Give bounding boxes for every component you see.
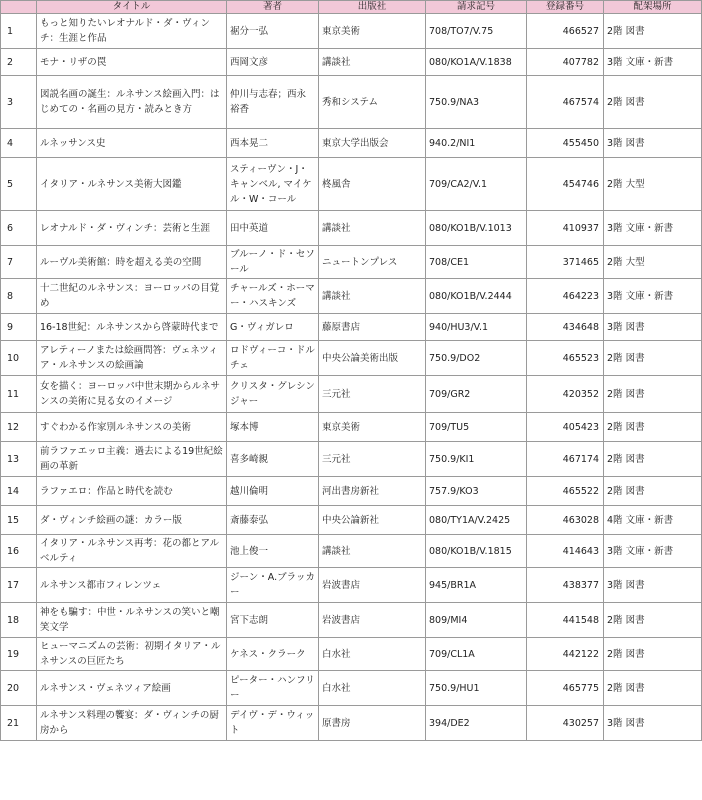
cell-location: 3階 図書 [604, 129, 702, 158]
cell-no: 5 [1, 158, 37, 211]
cell-no: 15 [1, 506, 37, 535]
cell-title: 16-18世紀：ルネサンスから啓蒙時代まで [37, 314, 227, 341]
cell-title: 神をも騙す：中世・ルネサンスの笑いと嘲笑文学 [37, 603, 227, 638]
cell-no: 21 [1, 706, 37, 741]
header-author: 著者 [227, 1, 319, 14]
cell-no: 8 [1, 279, 37, 314]
cell-publisher: 東京美術 [319, 14, 426, 49]
table-row [1, 603, 702, 638]
cell-publisher: 講談社 [319, 49, 426, 76]
cell-registration-number: 438377 [527, 568, 604, 603]
cell-registration-number: 464223 [527, 279, 604, 314]
cell-registration-number: 465775 [527, 671, 604, 706]
cell-location: 2階 図書 [604, 442, 702, 477]
cell-location: 2階 図書 [604, 413, 702, 442]
cell-call-number: 080/KO1A/V.1838 [426, 49, 527, 76]
table-row [1, 279, 702, 314]
cell-author: ジーン・A.ブラッカー [227, 568, 319, 603]
cell-publisher: 講談社 [319, 535, 426, 568]
cell-title: ダ・ヴィンチ絵画の謎：カラー版 [37, 506, 227, 535]
table-row [1, 706, 702, 741]
cell-no: 4 [1, 129, 37, 158]
cell-author: 仲川与志春；西永裕香 [227, 76, 319, 129]
table-row [1, 506, 702, 535]
cell-title: すぐわかる作家別ルネサンスの美術 [37, 413, 227, 442]
table-row [1, 246, 702, 279]
cell-publisher: 中央公論新社 [319, 506, 426, 535]
table-row [1, 314, 702, 341]
cell-location: 3階 文庫・新書 [604, 279, 702, 314]
cell-call-number: 709/CL1A [426, 638, 527, 671]
cell-registration-number: 410937 [527, 211, 604, 246]
cell-call-number: 080/KO1B/V.2444 [426, 279, 527, 314]
cell-call-number: 708/CE1 [426, 246, 527, 279]
cell-author: チャールズ・ホーマー・ハスキンズ [227, 279, 319, 314]
cell-author: クリスタ・グレシンジャー [227, 376, 319, 413]
cell-title: ルネサンス・ヴェネツィア絵画 [37, 671, 227, 706]
cell-no: 18 [1, 603, 37, 638]
cell-call-number: 750.9/KI1 [426, 442, 527, 477]
cell-author: 喜多崎親 [227, 442, 319, 477]
header-publisher: 出版社 [319, 1, 426, 14]
cell-location: 2階 大型 [604, 158, 702, 211]
cell-publisher: 柊風舎 [319, 158, 426, 211]
cell-registration-number: 430257 [527, 706, 604, 741]
cell-no: 3 [1, 76, 37, 129]
cell-publisher: 河出書房新社 [319, 477, 426, 506]
cell-title: ラファエロ：作品と時代を読む [37, 477, 227, 506]
cell-no: 14 [1, 477, 37, 506]
cell-location: 2階 図書 [604, 376, 702, 413]
cell-call-number: 757.9/KO3 [426, 477, 527, 506]
cell-author: 宮下志朗 [227, 603, 319, 638]
table-row [1, 568, 702, 603]
cell-call-number: 080/KO1B/V.1013 [426, 211, 527, 246]
header-no [1, 1, 37, 14]
table-row [1, 341, 702, 376]
cell-no: 1 [1, 14, 37, 49]
cell-no: 2 [1, 49, 37, 76]
cell-location: 2階 図書 [604, 671, 702, 706]
cell-publisher: 中央公論美術出版 [319, 341, 426, 376]
cell-publisher: ニュートンプレス [319, 246, 426, 279]
cell-author: 塚本博 [227, 413, 319, 442]
cell-call-number: 709/GR2 [426, 376, 527, 413]
table-row [1, 638, 702, 671]
cell-no: 12 [1, 413, 37, 442]
header-title: タイトル [37, 1, 227, 14]
cell-no: 9 [1, 314, 37, 341]
cell-title: 図説名画の誕生：ルネサンス絵画入門：はじめての・名画の見方・読みとき方 [37, 76, 227, 129]
table-row [1, 413, 702, 442]
cell-publisher: 東京美術 [319, 413, 426, 442]
cell-registration-number: 407782 [527, 49, 604, 76]
cell-call-number: 940/HU3/V.1 [426, 314, 527, 341]
cell-call-number: 080/TY1A/V.2425 [426, 506, 527, 535]
cell-no: 17 [1, 568, 37, 603]
table-row [1, 442, 702, 477]
cell-author: デイヴ・デ・ウィット [227, 706, 319, 741]
cell-call-number: 394/DE2 [426, 706, 527, 741]
cell-title: ルネッサンス史 [37, 129, 227, 158]
header-registration-number: 登録番号 [527, 1, 604, 14]
cell-publisher: 岩波書店 [319, 603, 426, 638]
cell-title: イタリア・ルネサンス再考：花の都とアルベルティ [37, 535, 227, 568]
table-row [1, 477, 702, 506]
cell-author: 越川倫明 [227, 477, 319, 506]
cell-call-number: 709/TU5 [426, 413, 527, 442]
cell-publisher: 講談社 [319, 211, 426, 246]
cell-registration-number: 467574 [527, 76, 604, 129]
cell-author: ケネス・クラーク [227, 638, 319, 671]
cell-registration-number: 454746 [527, 158, 604, 211]
cell-call-number: 709/CA2/V.1 [426, 158, 527, 211]
cell-publisher: 藤原書店 [319, 314, 426, 341]
cell-no: 20 [1, 671, 37, 706]
cell-call-number: 750.9/DO2 [426, 341, 527, 376]
cell-title: モナ・リザの罠 [37, 49, 227, 76]
cell-publisher: 三元社 [319, 442, 426, 477]
cell-call-number: 940.2/NI1 [426, 129, 527, 158]
cell-publisher: 東京大学出版会 [319, 129, 426, 158]
cell-title: レオナルド・ダ・ヴィンチ：芸術と生涯 [37, 211, 227, 246]
cell-no: 19 [1, 638, 37, 671]
cell-call-number: 809/MI4 [426, 603, 527, 638]
header-location: 配架場所 [604, 1, 702, 14]
cell-location: 2階 図書 [604, 638, 702, 671]
cell-author: 池上俊一 [227, 535, 319, 568]
cell-author: 斎藤泰弘 [227, 506, 319, 535]
cell-title: もっと知りたいレオナルド・ダ・ヴィンチ：生涯と作品 [37, 14, 227, 49]
cell-registration-number: 442122 [527, 638, 604, 671]
cell-registration-number: 434648 [527, 314, 604, 341]
cell-title: ルネサンス料理の饗宴：ダ・ヴィンチの厨房から [37, 706, 227, 741]
cell-registration-number: 466527 [527, 14, 604, 49]
cell-location: 2階 大型 [604, 246, 702, 279]
cell-publisher: 白水社 [319, 638, 426, 671]
cell-no: 7 [1, 246, 37, 279]
cell-location: 2階 図書 [604, 603, 702, 638]
cell-publisher: 白水社 [319, 671, 426, 706]
cell-no: 11 [1, 376, 37, 413]
cell-registration-number: 455450 [527, 129, 604, 158]
cell-registration-number: 441548 [527, 603, 604, 638]
cell-call-number: 080/KO1B/V.1815 [426, 535, 527, 568]
cell-registration-number: 465522 [527, 477, 604, 506]
cell-title: 十二世紀のルネサンス：ヨーロッパの目覚め [37, 279, 227, 314]
cell-call-number: 945/BR1A [426, 568, 527, 603]
cell-no: 13 [1, 442, 37, 477]
cell-registration-number: 467174 [527, 442, 604, 477]
header-row [1, 1, 702, 14]
table-row [1, 535, 702, 568]
cell-location: 3階 文庫・新書 [604, 211, 702, 246]
cell-no: 16 [1, 535, 37, 568]
cell-author: 西本晃二 [227, 129, 319, 158]
cell-call-number: 708/TO7/V.75 [426, 14, 527, 49]
cell-registration-number: 420352 [527, 376, 604, 413]
cell-location: 2階 図書 [604, 477, 702, 506]
table-row [1, 376, 702, 413]
cell-title: ルネサンス都市フィレンツェ [37, 568, 227, 603]
cell-registration-number: 465523 [527, 341, 604, 376]
cell-registration-number: 463028 [527, 506, 604, 535]
cell-location: 2階 図書 [604, 14, 702, 49]
cell-title: ルーヴル美術館：時を超える美の空間 [37, 246, 227, 279]
cell-location: 3階 文庫・新書 [604, 535, 702, 568]
cell-author: スティーヴン・J・キャンベル, マイケル・W・コール [227, 158, 319, 211]
cell-publisher: 三元社 [319, 376, 426, 413]
cell-author: ロドヴィーコ・ドルチェ [227, 341, 319, 376]
cell-location: 3階 図書 [604, 568, 702, 603]
cell-title: イタリア・ルネサンス美術大図鑑 [37, 158, 227, 211]
cell-location: 3階 文庫・新書 [604, 49, 702, 76]
cell-location: 2階 図書 [604, 341, 702, 376]
table-row [1, 211, 702, 246]
cell-publisher: 秀和システム [319, 76, 426, 129]
table-row [1, 76, 702, 129]
table-row [1, 671, 702, 706]
cell-author: 裾分一弘 [227, 14, 319, 49]
header-call-number: 請求記号 [426, 1, 527, 14]
cell-no: 6 [1, 211, 37, 246]
cell-title: アレティーノまたは絵画問答：ヴェネツィア・ルネサンスの絵画論 [37, 341, 227, 376]
cell-author: ブルーノ・ド・セソール [227, 246, 319, 279]
cell-author: 田中英道 [227, 211, 319, 246]
cell-registration-number: 414643 [527, 535, 604, 568]
cell-location: 2階 図書 [604, 76, 702, 129]
cell-publisher: 講談社 [319, 279, 426, 314]
table-row [1, 129, 702, 158]
cell-author: ピーター・ハンフリー [227, 671, 319, 706]
cell-title: ヒューマニズムの芸術：初期イタリア・ルネサンスの巨匠たち [37, 638, 227, 671]
cell-registration-number: 405423 [527, 413, 604, 442]
cell-title: 前ラファエッロ主義：過去による19世紀絵画の革新 [37, 442, 227, 477]
table-row [1, 14, 702, 49]
cell-location: 3階 図書 [604, 706, 702, 741]
cell-author: G・ヴィガレロ [227, 314, 319, 341]
cell-location: 4階 文庫・新書 [604, 506, 702, 535]
cell-title: 女を描く：ヨーロッパ中世末期からルネサンスの美術に見る女のイメージ [37, 376, 227, 413]
table-row [1, 158, 702, 211]
cell-publisher: 原書房 [319, 706, 426, 741]
cell-registration-number: 371465 [527, 246, 604, 279]
cell-location: 3階 図書 [604, 314, 702, 341]
cell-call-number: 750.9/HU1 [426, 671, 527, 706]
table-row [1, 49, 702, 76]
cell-call-number: 750.9/NA3 [426, 76, 527, 129]
cell-author: 西岡文彦 [227, 49, 319, 76]
cell-no: 10 [1, 341, 37, 376]
cell-publisher: 岩波書店 [319, 568, 426, 603]
